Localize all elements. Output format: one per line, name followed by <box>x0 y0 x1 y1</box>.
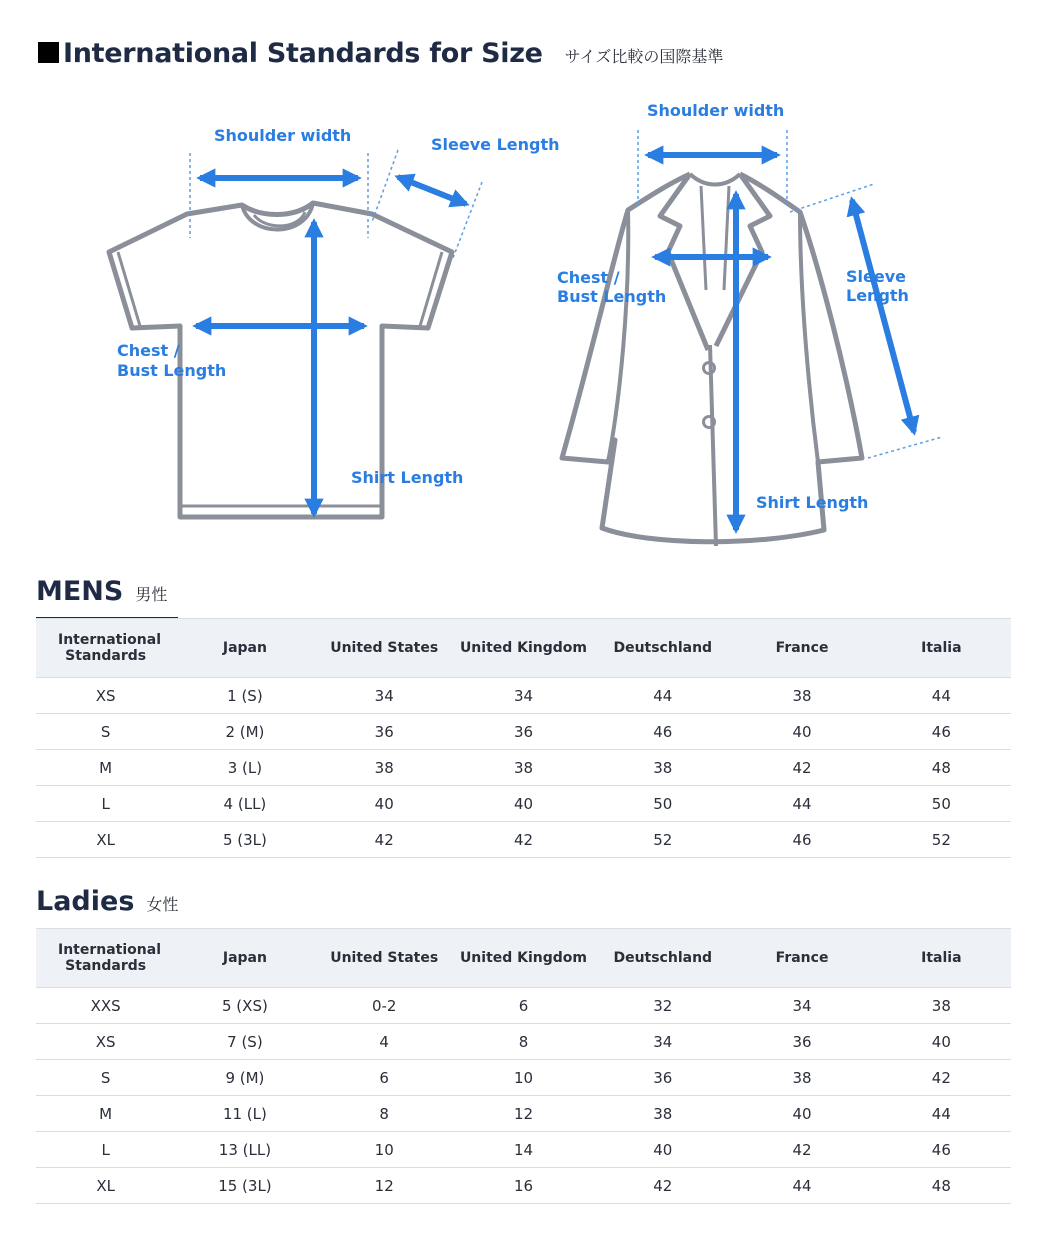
table-cell: 48 <box>872 750 1011 786</box>
table-cell: 38 <box>593 1096 732 1132</box>
table-cell: L <box>36 786 175 822</box>
table-cell: 48 <box>872 1168 1011 1204</box>
table-cell: 38 <box>872 988 1011 1024</box>
table-cell: 42 <box>732 750 871 786</box>
table-cell: 38 <box>732 1060 871 1096</box>
table-row <box>36 750 1011 786</box>
table-cell: 14 <box>454 1132 593 1168</box>
table-cell: 1 (S) <box>175 678 314 714</box>
table-cell: 36 <box>454 714 593 750</box>
table-cell: 42 <box>315 822 454 858</box>
table-row <box>36 822 1011 858</box>
table-cell: 52 <box>872 822 1011 858</box>
table-cell: 44 <box>732 1168 871 1204</box>
table-cell: 34 <box>732 988 871 1024</box>
table-cell: 52 <box>593 822 732 858</box>
table-cell: 44 <box>593 678 732 714</box>
coat-length-label: Shirt Length <box>756 493 869 512</box>
table-cell: XS <box>36 678 175 714</box>
ladies-title: Ladies <box>36 886 135 917</box>
coat-chest-label-2: Bust Length <box>557 287 667 306</box>
table-cell: 12 <box>315 1168 454 1204</box>
table-row <box>36 678 1011 714</box>
table-cell: 50 <box>872 786 1011 822</box>
table-row <box>36 1024 1011 1060</box>
table-cell: M <box>36 750 175 786</box>
table-cell: S <box>36 1060 175 1096</box>
table-cell: 36 <box>593 1060 732 1096</box>
table-cell: 38 <box>732 678 871 714</box>
table-cell: 10 <box>315 1132 454 1168</box>
table-cell: 46 <box>593 714 732 750</box>
tshirt-sleeve-arrow <box>398 177 466 204</box>
column-header: United States <box>315 619 454 678</box>
table-cell: 16 <box>454 1168 593 1204</box>
table-cell: XL <box>36 822 175 858</box>
table-cell: 13 (LL) <box>175 1132 314 1168</box>
table-row <box>36 1168 1011 1204</box>
table-cell: 44 <box>872 1096 1011 1132</box>
table-cell: 36 <box>732 1024 871 1060</box>
table-cell: 9 (M) <box>175 1060 314 1096</box>
table-cell: 0-2 <box>315 988 454 1024</box>
tshirt-sleeve-label: Sleeve Length <box>431 135 560 154</box>
ladies-section-title <box>36 886 178 917</box>
table-cell: 50 <box>593 786 732 822</box>
page-title-text: International Standards for Size <box>63 38 543 69</box>
table-cell: 15 (3L) <box>175 1168 314 1204</box>
table-cell: 8 <box>315 1096 454 1132</box>
table-cell: 40 <box>732 714 871 750</box>
column-header: France <box>732 929 871 988</box>
table-cell: 46 <box>732 822 871 858</box>
coat-sleeve-arrow <box>852 200 914 432</box>
table-cell: 42 <box>872 1060 1011 1096</box>
mens-section-title <box>36 576 167 607</box>
tshirt-shoulder-label: Shoulder width <box>214 126 352 145</box>
table-row <box>36 714 1011 750</box>
table-cell: 32 <box>593 988 732 1024</box>
column-header: International Standards <box>36 929 175 988</box>
coat-chest-label-1: Chest / <box>557 268 620 287</box>
column-header: France <box>732 619 871 678</box>
column-header: Deutschland <box>593 619 732 678</box>
table-cell: 44 <box>872 678 1011 714</box>
table-cell: 42 <box>732 1132 871 1168</box>
tshirt-chest-label-1: Chest / <box>117 341 180 360</box>
measurement-diagram <box>0 0 1047 560</box>
table-cell: 44 <box>732 786 871 822</box>
table-cell: 2 (M) <box>175 714 314 750</box>
table-cell: 8 <box>454 1024 593 1060</box>
column-header: International Standards <box>36 619 175 678</box>
table-cell: 6 <box>454 988 593 1024</box>
table-cell: S <box>36 714 175 750</box>
table-cell: XL <box>36 1168 175 1204</box>
table-header-row <box>36 929 1011 988</box>
table-cell: 12 <box>454 1096 593 1132</box>
coat-sleeve-label-2: Length <box>846 286 909 305</box>
mens-title-jp: 男性 <box>135 585 168 604</box>
mens-size-table <box>36 618 1011 858</box>
table-cell: 46 <box>872 1132 1011 1168</box>
table-row <box>36 786 1011 822</box>
ladies-title-jp: 女性 <box>146 895 179 914</box>
mens-title: MENS <box>36 576 124 607</box>
table-cell: 42 <box>454 822 593 858</box>
table-cell: 38 <box>315 750 454 786</box>
table-cell: 40 <box>732 1096 871 1132</box>
coat-shoulder-label: Shoulder width <box>647 101 785 120</box>
table-cell: M <box>36 1096 175 1132</box>
table-cell: 3 (L) <box>175 750 314 786</box>
coat-illustration <box>562 174 862 546</box>
table-cell: 5 (3L) <box>175 822 314 858</box>
tshirt-chest-label-2: Bust Length <box>117 361 227 380</box>
table-cell: 40 <box>315 786 454 822</box>
column-header: Japan <box>175 619 314 678</box>
table-cell: 10 <box>454 1060 593 1096</box>
table-cell: 34 <box>593 1024 732 1060</box>
table-cell: 40 <box>454 786 593 822</box>
column-header: Italia <box>872 929 1011 988</box>
table-cell: 40 <box>872 1024 1011 1060</box>
column-header: Japan <box>175 929 314 988</box>
table-cell: 5 (XS) <box>175 988 314 1024</box>
table-cell: XS <box>36 1024 175 1060</box>
table-cell: 4 <box>315 1024 454 1060</box>
page-subtitle: サイズ比較の国際基準 <box>564 47 724 66</box>
column-header: United Kingdom <box>454 619 593 678</box>
table-cell: XXS <box>36 988 175 1024</box>
column-header: United States <box>315 929 454 988</box>
table-row <box>36 988 1011 1024</box>
column-header: Italia <box>872 619 1011 678</box>
table-cell: 6 <box>315 1060 454 1096</box>
column-header: United Kingdom <box>454 929 593 988</box>
table-row <box>36 1132 1011 1168</box>
table-cell: 36 <box>315 714 454 750</box>
coat-sleeve-label-1: Sleeve <box>846 267 906 286</box>
table-header-row <box>36 619 1011 678</box>
table-cell: 42 <box>593 1168 732 1204</box>
table-cell: 38 <box>593 750 732 786</box>
table-cell: 7 (S) <box>175 1024 314 1060</box>
table-row <box>36 1096 1011 1132</box>
table-row <box>36 1060 1011 1096</box>
table-cell: 11 (L) <box>175 1096 314 1132</box>
column-header: Deutschland <box>593 929 732 988</box>
table-cell: 34 <box>454 678 593 714</box>
table-cell: 34 <box>315 678 454 714</box>
table-cell: 4 (LL) <box>175 786 314 822</box>
table-cell: 40 <box>593 1132 732 1168</box>
table-cell: 38 <box>454 750 593 786</box>
tshirt-length-label: Shirt Length <box>351 468 464 487</box>
table-cell: L <box>36 1132 175 1168</box>
ladies-size-table <box>36 928 1011 1204</box>
table-cell: 46 <box>872 714 1011 750</box>
